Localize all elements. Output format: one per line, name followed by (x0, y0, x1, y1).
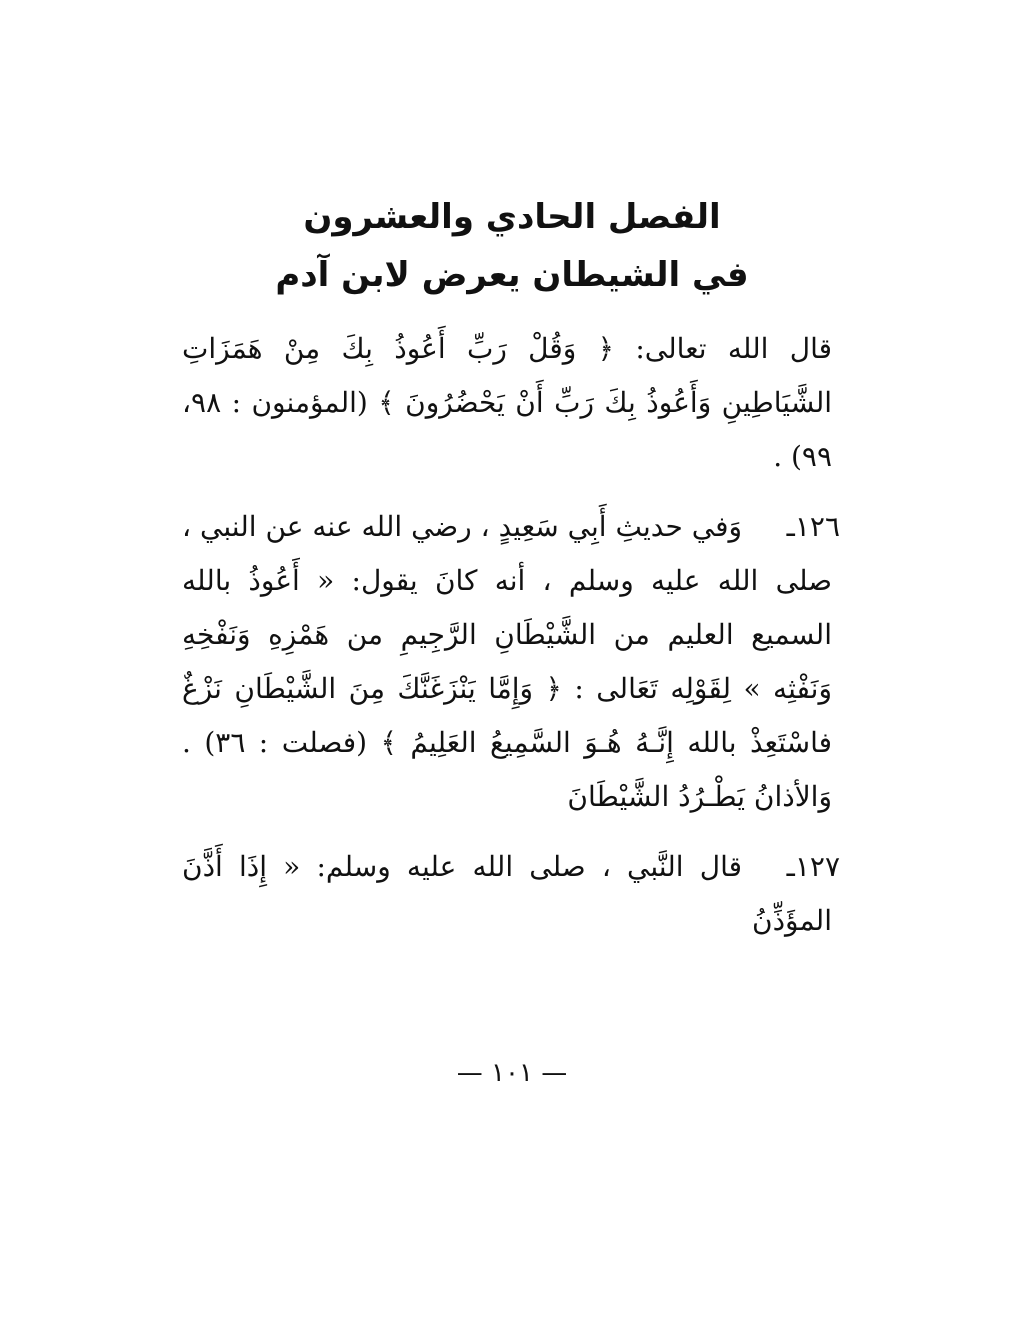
paragraph-text: وَفي حديثِ أَبِي سَعِيدٍ ، رضي الله عنه عن النبي ، صلى الله عليه وسلم ، أنه كانَ يقول: « أَعُوذُ بالله السميع العليم من الشَّيْطَانِ الرَّجِيمِ من هَمْزِهِ وَنَفْخِهِ وَنَفْثِه » لِقَوْلِه تَعَالى : ﴿ وَإِمَّا يَنْزَغَنَّكَ مِنَ الشَّيْطَانِ نَزْغٌ فاسْتَعِذْ بالله إِنَّـهُ هُـوَ السَّمِيعُ العَلِيمُ ﴾ (فصلت : ٣٦) . وَالأذانُ يَطْـرُدُ الشَّيْطَانَ (182, 510, 832, 813)
chapter-subtitle: في الشيطان يعرض لابن آدم (275, 255, 749, 295)
intro-paragraph: قال الله تعالى: ﴿ وَقُلْ رَبِّ أَعُوذُ بِكَ مِنْ هَمَزَاتِ الشَّيَاطِينِ وَأَعُوذُ بِكَ رَبِّ أَنْ يَحْضُرُونَ ﴾ (المؤمنون : ٩٨، ٩٩) . (182, 332, 832, 473)
paragraph-127 (182, 840, 840, 948)
paragraph-text: قال النَّبي ، صلى الله عليه وسلم: « إِذَا أَذَّنَ المؤَذِّنُ (182, 850, 832, 937)
paragraph-number: ١٢٧ـ (786, 850, 840, 883)
paragraph-126 (182, 500, 840, 824)
page-number: — ١٠١ — (456, 1058, 568, 1088)
chapter-title: الفصل الحادي والعشرون (303, 197, 721, 237)
paragraph-number: ١٢٦ـ (786, 510, 840, 543)
chapter-heading (160, 188, 864, 304)
body-text (182, 322, 840, 964)
